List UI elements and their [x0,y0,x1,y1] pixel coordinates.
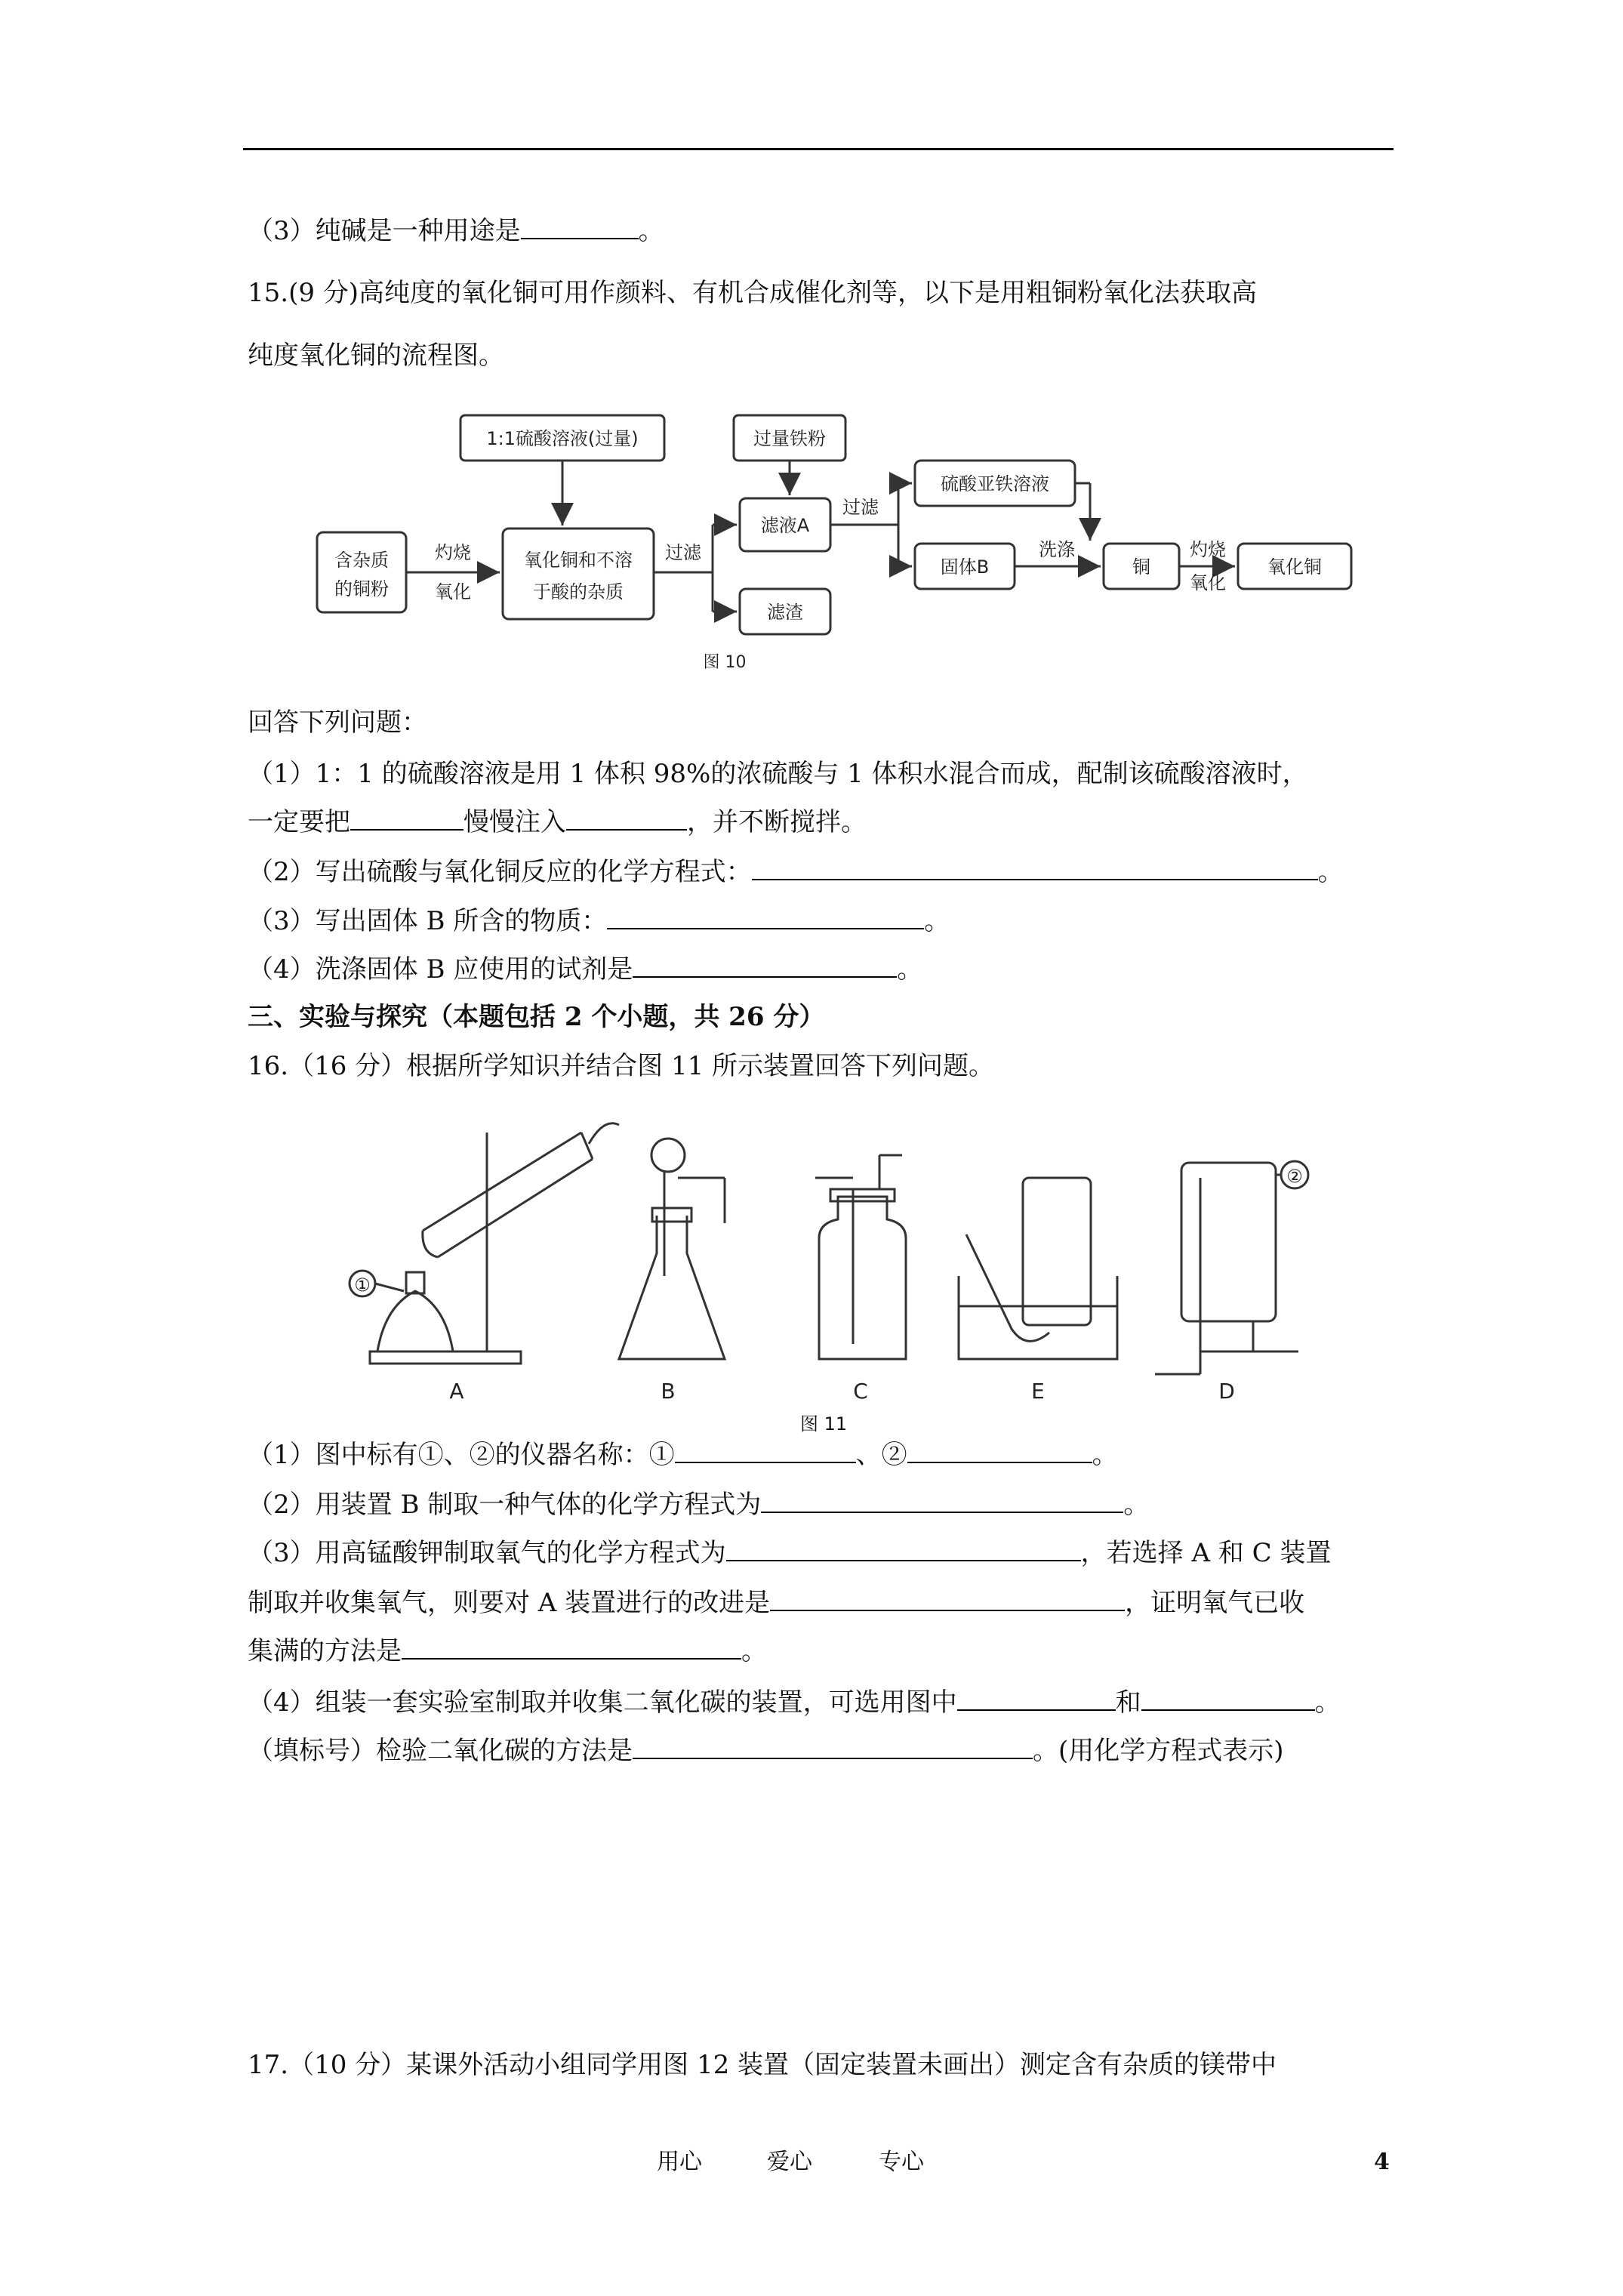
label-e: E [1031,1379,1045,1404]
answer-blank[interactable] [726,1537,1081,1561]
flowchart-figure-10-right [1147,400,1374,680]
q16-stem: 16.（16 分）根据所学知识并结合图 11 所示装置回答下列问题。 [248,1051,995,1081]
q16-4-line-b: （填标号）检验二氧化碳的方法是 。(用化学方程式表示) [248,1736,1284,1766]
box-raw-copper [317,532,406,612]
arrow3-label: 过滤 [842,497,879,518]
marker-1: ① [354,1274,371,1296]
q16-3-line-a: （3）用高锰酸钾制取氧气的化学方程式为 ，若选择 A 和 C 装置 [248,1538,1332,1568]
stand-base [370,1351,521,1364]
box-feso4-label: 硫酸亚铁溶液 [941,473,1049,495]
arrow5-label-top: 灼烧 [1190,539,1226,560]
alcohol-lamp [377,1291,453,1351]
answer-blank[interactable] [907,1439,1092,1463]
q16-3-line-b: 制取并收集氧气，则要对 A 装置进行的改进是 ，证明氧气已收 [248,1588,1305,1618]
q14-3-text: （3）纯碱是一种用途是 [248,216,521,246]
answer-blank[interactable] [633,954,897,978]
label-b: B [661,1379,676,1404]
q16-3-line-c: 集满的方法是 。 [248,1636,767,1666]
header-rule [243,148,1394,150]
box-iron-label: 过量铁粉 [753,428,826,449]
q16-2-line: （2）用装置 B 制取一种气体的化学方程式为 。 [248,1490,1150,1520]
q14-3-line: （3）纯碱是一种用途是 。 [248,216,664,246]
answer-intro: 回答下列问题： [248,707,427,738]
q15-3-line: （3）写出固体 B 所含的物质： 。 [248,906,950,936]
q16-4-line-a: （4）组装一套实验室制取并收集二氧化碳的装置，可选用图中 和 。 [248,1687,1341,1718]
answer-blank[interactable] [521,215,639,239]
section-3-heading: 三、实验与探究（本题包括 2 个小题，共 26 分） [248,1002,825,1032]
page-number: 4 [1374,2149,1390,2175]
answer-blank[interactable] [761,1489,1123,1513]
arrow4-label: 洗涤 [1039,539,1075,560]
box-residue-label: 滤渣 [767,602,803,623]
apparatus-figure-11 [332,1102,1344,1404]
box-mixture-label-1: 氧化铜和不溶 [524,550,633,571]
q15-1-line-b: 一定要把 慢慢注入 ，并不断搅拌。 [248,807,867,837]
label-a: A [449,1379,464,1404]
answer-blank[interactable] [752,856,1318,880]
q15-1-line-a: （1）1：1 的硫酸溶液是用 1 体积 98%的浓硫酸与 1 体积水混合而成，配制该硫酸溶液时， [248,759,1308,789]
q17-stem: 17.（10 分）某课外活动小组同学用图 12 装置（固定装置未画出）测定含有杂质的镁带中 [248,2050,1277,2080]
q15-2-line: （2）写出硫酸与氧化铜反应的化学方程式： 。 [248,857,1344,887]
box-acid-label: 1:1硫酸溶液(过量) [486,428,639,449]
label-c: C [853,1379,868,1404]
flowchart-figure-10 [302,400,1150,680]
footer-word-2: 爱心 [767,2149,812,2175]
q16-1-line: （1）图中标有①、②的仪器名称：① 、② 。 [248,1440,1118,1470]
arrow5-label-bottom: 氧化 [1190,572,1226,593]
marker-2: ② [1286,1166,1303,1187]
footer-word-3: 专心 [879,2149,924,2175]
box-copper-label: 铜 [1132,556,1150,578]
arrow1-label-bottom: 氧化 [435,581,471,603]
q15-stem-1: 15.(9 分)高纯度的氧化铜可用作颜料、有机合成催化剂等，以下是用粗铜粉氧化法获取高 [248,278,1258,308]
box-solidb-label: 固体B [940,556,990,578]
box-mixture [503,529,654,619]
figure-10-caption: 图 10 [703,653,747,672]
box-filtrate-label: 滤液A [760,515,810,536]
answer-blank[interactable] [607,905,924,929]
label-d: D [1218,1379,1235,1404]
answer-blank[interactable] [633,1735,1033,1759]
answer-blank[interactable] [566,806,687,831]
box-raw-label-2: 的铜粉 [334,578,389,599]
answer-blank[interactable] [770,1587,1125,1611]
q15-4-line: （4）洗涤固体 B 应使用的试剂是 。 [248,954,923,985]
arrow2-label: 过滤 [665,542,701,563]
box-raw-label-1: 含杂质 [334,550,389,571]
answer-blank[interactable] [350,806,463,831]
answer-blank[interactable] [1141,1687,1315,1711]
q15-stem-2: 纯度氧化铜的流程图。 [248,341,504,371]
answer-blank[interactable] [957,1687,1116,1711]
answer-blank[interactable] [402,1635,741,1660]
figure-11-caption: 图 11 [800,1413,848,1435]
footer-word-1: 用心 [657,2149,702,2175]
arrow1-label-top: 灼烧 [435,542,471,563]
answer-blank[interactable] [675,1439,856,1463]
box-cuo-label: 氧化铜 [1267,556,1322,578]
box-mixture-label-2: 于酸的杂质 [533,581,624,603]
